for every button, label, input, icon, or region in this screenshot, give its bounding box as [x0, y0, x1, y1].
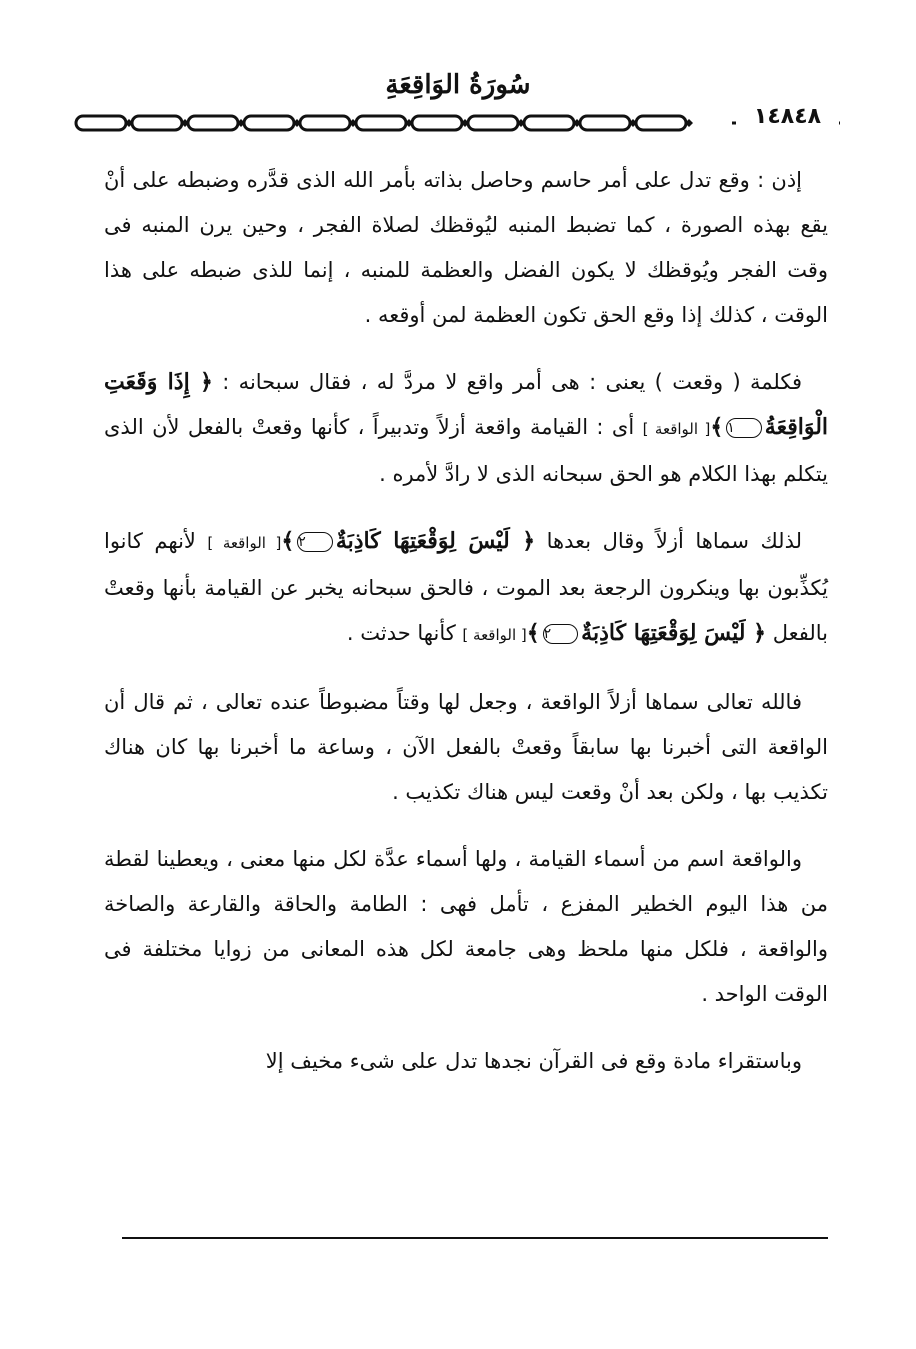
quran-verse: ﴾	[281, 528, 295, 554]
paragraph-text: إذن : وقع تدل على أمر حاسم وحاصل بذاته بأمر الله الذى قدَّره وضبطه على أنْ يقع بهذه الصورة ، كما تضبط المنبه ليُوقظك لصلاة الفجر ، وحين يرن المنبه فى وقت الفجر ويُوقظك لا يكون الفضل والعظمة للمنبه ، إنما للذى ضبطه على هذا الوقت ، كذلك إذا وقع الحق تكون العظمة لمن أوقعه .	[104, 168, 828, 327]
paragraph-text: وباستقراء مادة وقع فى القرآن نجدها تدل على شىء مخيف إلا	[265, 1049, 802, 1073]
paragraph-text: والواقعة اسم من أسماء القيامة ، ولها أسماء عدَّة لكل منها معنى ، ويعطينا لقطة من هذا اليوم الخطير المفزع ، تأمل فهى : الطامة والحاقة والقارعة والصاخة والواقعة ، فلكل منها ملحظ وهى جامعة لكل هذه المعانى من زوايا مختلفة فى الوقت الواحد .	[104, 847, 828, 1006]
chain-link	[132, 116, 182, 130]
ornamental-border	[72, 108, 844, 138]
paragraph	[104, 680, 828, 815]
surah-title: سُورَةُ الوَاقِعَةِ	[385, 70, 531, 100]
paragraph-text: فالله تعالى سماها أزلاً الواقعة ، وجعل لها وقتاً مضبوطاً عنده تعالى ، ثم قال أن الواقعة التى أخبرنا بها سابقاً وقعتْ بالفعل الآن ، وساعة ما أخبرنا بها كان هناك تكذيب بها ، ولكن بعد أنْ وقعت ليس هناك تكذيب .	[104, 690, 828, 804]
paragraph-text: أى : القيامة واقعة أزلاً وتدبيراً ، كأنها وقعتْ بالفعل لأن الذى يتكلم بهذا الكلام هو الحق سبحانه الذى لا رادَّ لأمره .	[104, 415, 828, 486]
page-number: ١٤٨٤٨	[736, 104, 839, 129]
chain-link	[636, 116, 686, 130]
paragraph	[104, 158, 828, 338]
surah-reference: [ الواقعة ]	[642, 420, 711, 438]
chain-link	[300, 116, 350, 130]
quran-verse: ﴿ لَيْسَ لِوَقْعَتِهَا كَاذِبَةٌ	[581, 620, 767, 646]
quran-verse: ﴾	[710, 414, 724, 440]
body-text	[104, 158, 828, 1106]
verse-number: ٢	[297, 532, 333, 552]
surah-reference: [ الواقعة ]	[207, 534, 282, 552]
chain-link	[188, 116, 238, 130]
paragraph	[104, 837, 828, 1017]
chain-link	[524, 116, 574, 130]
paragraph-text: كأنها حدثت .	[346, 621, 463, 645]
verse-number: ٢	[543, 624, 579, 644]
paragraph-text: فكلمة ( وقعت ) يعنى : هى أمر واقع لا مردَّ له ، فقال سبحانه :	[212, 370, 802, 394]
paragraph-text: لأنهم كانوا يُكذِّبون بها وينكرون الرجعة بعد الموت ، فالحق سبحانه يخبر عن القيامة بأنها وقعتْ بالفعل	[104, 529, 828, 645]
chain-link	[412, 116, 462, 130]
paragraph	[104, 519, 828, 658]
paragraph	[104, 360, 828, 497]
paragraph	[104, 1039, 828, 1084]
surah-reference: [ الواقعة ]	[462, 626, 527, 644]
chain-link	[244, 116, 294, 130]
quran-verse: ﴾	[526, 620, 540, 646]
chain-link	[356, 116, 406, 130]
chain-link	[468, 116, 518, 130]
footer-rule	[122, 1237, 828, 1239]
chain-link	[76, 116, 126, 130]
quran-verse: ﴿ إِذَا وَقَعَتِ الْوَاقِعَةُ	[104, 369, 829, 440]
chain-link	[580, 116, 630, 130]
quran-verse: ﴿ لَيْسَ لِوَقْعَتِهَا كَاذِبَةٌ	[335, 528, 536, 554]
paragraph-text: لذلك سماها أزلاً وقال بعدها	[535, 529, 802, 553]
verse-number: ١	[726, 418, 762, 438]
